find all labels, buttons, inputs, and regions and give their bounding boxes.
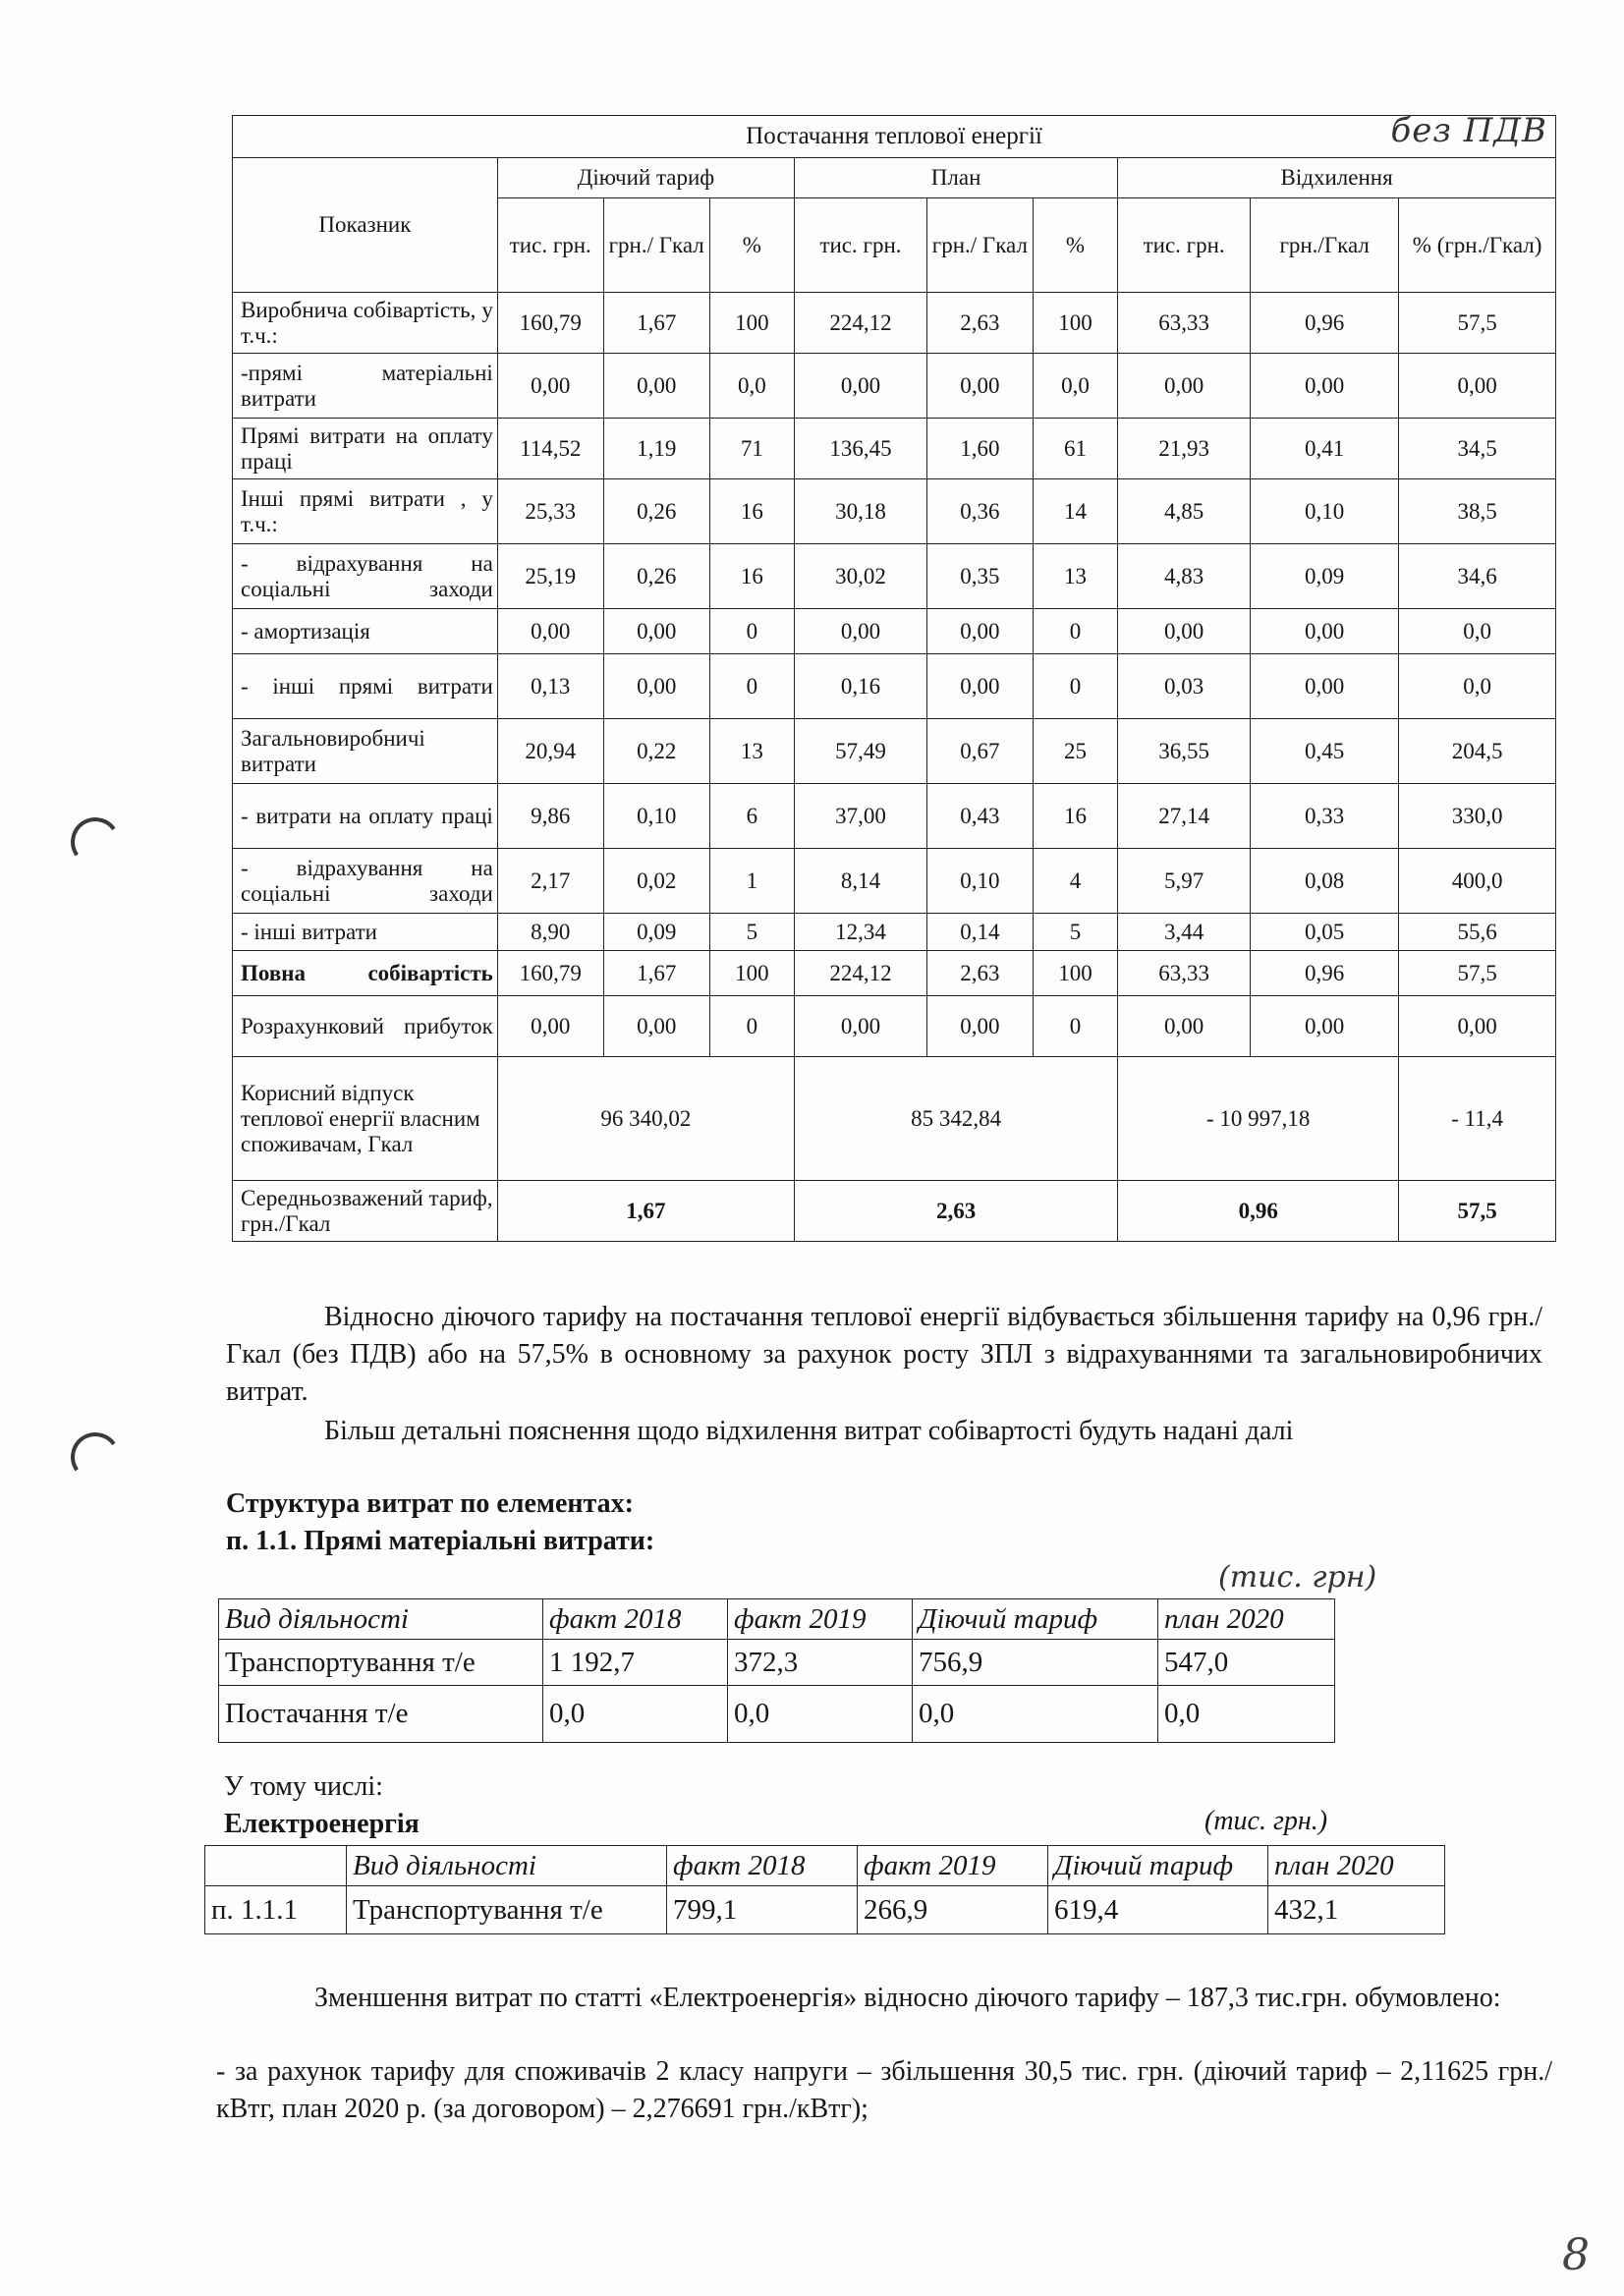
row-value: 0,10 — [1251, 479, 1399, 544]
row-value: 71 — [709, 419, 794, 479]
row-value: 1,60 — [926, 419, 1033, 479]
row-value: 34,5 — [1399, 419, 1556, 479]
paragraph-tariff-class: - за рахунок тарифу для споживачів 2 класу напруги – збільшення 30,5 тис. грн. (діючий тариф – 2,11625 грн./кВтг, план 2020 р. (за договором) – 2,276691 грн./кВтг); — [216, 2056, 1552, 2124]
act-cell: 1 192,7 — [543, 1640, 728, 1686]
row-label: Прямі витрати на оплату праці — [233, 419, 498, 479]
act-cell: 756,9 — [913, 1640, 1158, 1686]
row-value: 160,79 — [497, 951, 603, 996]
table-row — [233, 293, 1556, 354]
punch-hole-bottom — [67, 1428, 124, 1485]
el-header — [205, 1846, 347, 1886]
el-cell: 432,1 — [1268, 1886, 1445, 1934]
row-value: 100 — [1033, 293, 1117, 354]
tariff-deviation-pct: 57,5 — [1399, 1181, 1556, 1242]
row-value: 224,12 — [795, 293, 927, 354]
row-value: 63,33 — [1118, 293, 1251, 354]
subhead: грн./ Гкал — [926, 198, 1033, 293]
table-row — [233, 951, 1556, 996]
heading-electricity: Електроенергія — [224, 1809, 420, 1839]
row-value: 21,93 — [1118, 419, 1251, 479]
subhead: грн./Гкал — [1251, 198, 1399, 293]
row-value: 0,00 — [1399, 354, 1556, 419]
table-row — [233, 849, 1556, 914]
row-value: 0 — [1033, 654, 1117, 719]
act-cell: 0,0 — [728, 1686, 913, 1743]
row-value: 0 — [709, 996, 794, 1057]
table-row — [233, 354, 1556, 419]
el-cell: Транспортування т/е — [347, 1886, 667, 1934]
row-value: 0,16 — [795, 654, 927, 719]
row-value: 25,33 — [497, 479, 603, 544]
row-label: Загальновиробничі витрати — [233, 719, 498, 784]
row-value: 6 — [709, 784, 794, 849]
row-value: 36,55 — [1118, 719, 1251, 784]
row-value: 0,41 — [1251, 419, 1399, 479]
act-cell: Постачання т/е — [219, 1686, 543, 1743]
row-value: 114,52 — [497, 419, 603, 479]
row-label: - відрахування на соціальні заходи — [233, 544, 498, 609]
row-value: 0,00 — [795, 609, 927, 654]
subhead: % — [1033, 198, 1117, 293]
row-value: 0,00 — [497, 996, 603, 1057]
subhead: грн./ Гкал — [603, 198, 709, 293]
row-label: - витрати на оплату праці — [233, 784, 498, 849]
row-value: 0,00 — [1118, 609, 1251, 654]
act-cell: 0,0 — [913, 1686, 1158, 1743]
el-header: Вид діяльності — [347, 1846, 667, 1886]
row-value: 0,00 — [1251, 654, 1399, 719]
row-value: 12,34 — [795, 914, 927, 951]
row-value: 0,00 — [926, 654, 1033, 719]
row-value: 0,67 — [926, 719, 1033, 784]
tariff-current: 1,67 — [497, 1181, 794, 1242]
subhead: тис. грн. — [1118, 198, 1251, 293]
row-value: 0,02 — [603, 849, 709, 914]
group-current: Діючий тариф — [497, 158, 794, 198]
row-value: 57,5 — [1399, 951, 1556, 996]
table-row — [233, 996, 1556, 1057]
row-value: 0,08 — [1251, 849, 1399, 914]
page-number-mark: 8 — [1562, 2230, 1590, 2280]
group-deviation: Відхилення — [1118, 158, 1556, 198]
row-value: 0,00 — [795, 996, 927, 1057]
row-value: 1,67 — [603, 293, 709, 354]
el-header: Діючий тариф — [1048, 1846, 1268, 1886]
heading-cost-structure: Структура витрат по елементах: — [226, 1488, 634, 1519]
row-value: 5,97 — [1118, 849, 1251, 914]
col-indicator: Показник — [233, 158, 498, 293]
row-value: 0,22 — [603, 719, 709, 784]
electricity-table — [204, 1845, 1445, 1934]
row-value: 30,18 — [795, 479, 927, 544]
table-row — [219, 1686, 1335, 1743]
row-value: 34,6 — [1399, 544, 1556, 609]
row-value: 38,5 — [1399, 479, 1556, 544]
supply-plan: 85 342,84 — [795, 1057, 1118, 1181]
row-value: 0,14 — [926, 914, 1033, 951]
subhead: % — [709, 198, 794, 293]
row-value: 0,26 — [603, 479, 709, 544]
table-row — [233, 784, 1556, 849]
row-value: 0,09 — [1251, 544, 1399, 609]
act-header: факт 2019 — [728, 1599, 913, 1640]
row-value: 0,45 — [1251, 719, 1399, 784]
row-value: 4,83 — [1118, 544, 1251, 609]
supply-deviation: - 10 997,18 — [1118, 1057, 1399, 1181]
row-value: 1,67 — [603, 951, 709, 996]
act-cell: 0,0 — [543, 1686, 728, 1743]
punch-hole-top — [67, 813, 124, 870]
row-value: 0,0 — [1399, 654, 1556, 719]
row-value: 55,6 — [1399, 914, 1556, 951]
row-value: 1,19 — [603, 419, 709, 479]
row-value: 0,26 — [603, 544, 709, 609]
tariff-deviation: 0,96 — [1118, 1181, 1399, 1242]
row-value: 2,63 — [926, 951, 1033, 996]
tariff-plan: 2,63 — [795, 1181, 1118, 1242]
row-value: 0,00 — [603, 354, 709, 419]
paragraph-tariff-increase: Відносно діючого тарифу на постачання теплової енергії відбувається збільшення тарифу на 0,96 грн./Гкал (без ПДВ) або на 57,5% в основному за рахунок росту ЗПЛ з відрахуваннями та загальновиробничих витрат. — [226, 1302, 1542, 1407]
act-cell: Транспортування т/е — [219, 1640, 543, 1686]
el-cell: п. 1.1.1 — [205, 1886, 347, 1934]
handwritten-unit: (тис. грн) — [1218, 1560, 1377, 1595]
row-value: 0,96 — [1251, 293, 1399, 354]
row-value: 1 — [709, 849, 794, 914]
row-value: 5 — [709, 914, 794, 951]
row-value: 0,00 — [926, 354, 1033, 419]
row-label: -прямі матеріальні витрати — [233, 354, 498, 419]
el-header: план 2020 — [1268, 1846, 1445, 1886]
row-value: 0,00 — [1251, 354, 1399, 419]
paragraph-details-later: Більш детальні пояснення щодо відхилення витрат собівартості будуть надані далі — [324, 1416, 1294, 1446]
row-value: 57,49 — [795, 719, 927, 784]
handwritten-note: без ПДВ — [1390, 111, 1547, 150]
row-label: - амортизація — [233, 609, 498, 654]
table-row — [205, 1886, 1445, 1934]
row-value: 13 — [1033, 544, 1117, 609]
row-value: 16 — [1033, 784, 1117, 849]
act-header: Вид діяльності — [219, 1599, 543, 1640]
heat-supply-table — [232, 111, 1556, 1242]
table-row — [219, 1640, 1335, 1686]
supply-deviation-pct: - 11,4 — [1399, 1057, 1556, 1181]
row-label: - інші прямі витрати — [233, 654, 498, 719]
table-row — [233, 914, 1556, 951]
row-value: 8,14 — [795, 849, 927, 914]
row-value: 8,90 — [497, 914, 603, 951]
row-value: 25 — [1033, 719, 1117, 784]
row-value: 2,63 — [926, 293, 1033, 354]
row-value: 5 — [1033, 914, 1117, 951]
supply-current: 96 340,02 — [497, 1057, 794, 1181]
row-value: 27,14 — [1118, 784, 1251, 849]
el-cell: 619,4 — [1048, 1886, 1268, 1934]
heading-direct-materials: п. 1.1. Прямі матеріальні витрати: — [226, 1526, 655, 1556]
el-cell: 266,9 — [858, 1886, 1048, 1934]
row-label: Виробнича собівартість, у т.ч.: — [233, 293, 498, 354]
row-value: 0,00 — [1251, 609, 1399, 654]
row-value: 16 — [709, 479, 794, 544]
row-value: 0,0 — [1033, 354, 1117, 419]
row-value: 224,12 — [795, 951, 927, 996]
row-value: 0,03 — [1118, 654, 1251, 719]
row-value: 63,33 — [1118, 951, 1251, 996]
row-value: 0,00 — [795, 354, 927, 419]
row-label: Розрахунковий прибуток — [233, 996, 498, 1057]
act-cell: 0,0 — [1158, 1686, 1335, 1743]
row-value: 4 — [1033, 849, 1117, 914]
row-value: 400,0 — [1399, 849, 1556, 914]
paragraph-electricity-decrease: Зменшення витрат по статті «Електроенергія» відносно діючого тарифу – 187,3 тис.грн. обумовлено: — [314, 1983, 1501, 2013]
el-header: факт 2018 — [667, 1846, 858, 1886]
row-value: 0,00 — [603, 609, 709, 654]
row-value: 330,0 — [1399, 784, 1556, 849]
row-value: 136,45 — [795, 419, 927, 479]
row-value: 100 — [1033, 951, 1117, 996]
subhead: тис. грн. — [795, 198, 927, 293]
table-title: Постачання теплової енергії — [746, 123, 1042, 149]
row-value: 0,00 — [603, 996, 709, 1057]
row-value: 3,44 — [1118, 914, 1251, 951]
activity-table — [218, 1598, 1335, 1743]
act-header: Діючий тариф — [913, 1599, 1158, 1640]
row-value: 16 — [709, 544, 794, 609]
row-value: 0 — [1033, 996, 1117, 1057]
row-value: 0 — [709, 609, 794, 654]
row-value: 14 — [1033, 479, 1117, 544]
table-title-cell — [233, 111, 1556, 158]
act-cell: 372,3 — [728, 1640, 913, 1686]
table-row — [233, 719, 1556, 784]
act-cell: 547,0 — [1158, 1640, 1335, 1686]
row-value: 0,00 — [497, 354, 603, 419]
row-value: 0,10 — [603, 784, 709, 849]
row-value: 9,86 — [497, 784, 603, 849]
subhead: тис. грн. — [497, 198, 603, 293]
subhead: % (грн./Гкал) — [1399, 198, 1556, 293]
row-value: 37,00 — [795, 784, 927, 849]
row-value: 61 — [1033, 419, 1117, 479]
row-value: 0,00 — [603, 654, 709, 719]
row-label: - інші витрати — [233, 914, 498, 951]
act-header: план 2020 — [1158, 1599, 1335, 1640]
tariff-row-label: Середньозважений тариф, грн./Гкал — [233, 1181, 498, 1242]
row-value: 0,00 — [926, 609, 1033, 654]
row-label: Повна собівартість — [233, 951, 498, 996]
group-plan: План — [795, 158, 1118, 198]
row-value: 0 — [1033, 609, 1117, 654]
row-value: 0,0 — [709, 354, 794, 419]
el-header: факт 2019 — [858, 1846, 1048, 1886]
table-row — [233, 479, 1556, 544]
row-value: 0,96 — [1251, 951, 1399, 996]
row-value: 0,36 — [926, 479, 1033, 544]
row-value: 0,10 — [926, 849, 1033, 914]
row-value: 4,85 — [1118, 479, 1251, 544]
row-value: 25,19 — [497, 544, 603, 609]
row-value: 204,5 — [1399, 719, 1556, 784]
table-row — [233, 654, 1556, 719]
row-value: 0,00 — [1118, 354, 1251, 419]
table-row — [233, 419, 1556, 479]
row-value: 2,17 — [497, 849, 603, 914]
row-value: 0,00 — [497, 609, 603, 654]
row-value: 57,5 — [1399, 293, 1556, 354]
table-row — [233, 544, 1556, 609]
row-value: 160,79 — [497, 293, 603, 354]
row-label: - відрахування на соціальні заходи — [233, 849, 498, 914]
row-value: 0,00 — [926, 996, 1033, 1057]
row-value: 30,02 — [795, 544, 927, 609]
row-value: 0,00 — [1399, 996, 1556, 1057]
row-value: 0,13 — [497, 654, 603, 719]
row-value: 0 — [709, 654, 794, 719]
row-value: 0,00 — [1251, 996, 1399, 1057]
row-value: 100 — [709, 951, 794, 996]
row-value: 0,00 — [1118, 996, 1251, 1057]
row-value: 13 — [709, 719, 794, 784]
row-value: 0,35 — [926, 544, 1033, 609]
row-value: 0,05 — [1251, 914, 1399, 951]
row-value: 20,94 — [497, 719, 603, 784]
table-row — [233, 609, 1556, 654]
row-label: Інші прямі витрати , у т.ч.: — [233, 479, 498, 544]
row-value: 0,43 — [926, 784, 1033, 849]
row-value: 100 — [709, 293, 794, 354]
electricity-unit: (тис. грн.) — [1204, 1806, 1328, 1836]
act-header: факт 2018 — [543, 1599, 728, 1640]
including-label: У тому числі: — [224, 1771, 383, 1802]
el-cell: 799,1 — [667, 1886, 858, 1934]
supply-row-label: Корисний відпуск теплової енергії власним споживачам, Гкал — [233, 1057, 498, 1181]
row-value: 0,0 — [1399, 609, 1556, 654]
row-value: 0,09 — [603, 914, 709, 951]
row-value: 0,33 — [1251, 784, 1399, 849]
